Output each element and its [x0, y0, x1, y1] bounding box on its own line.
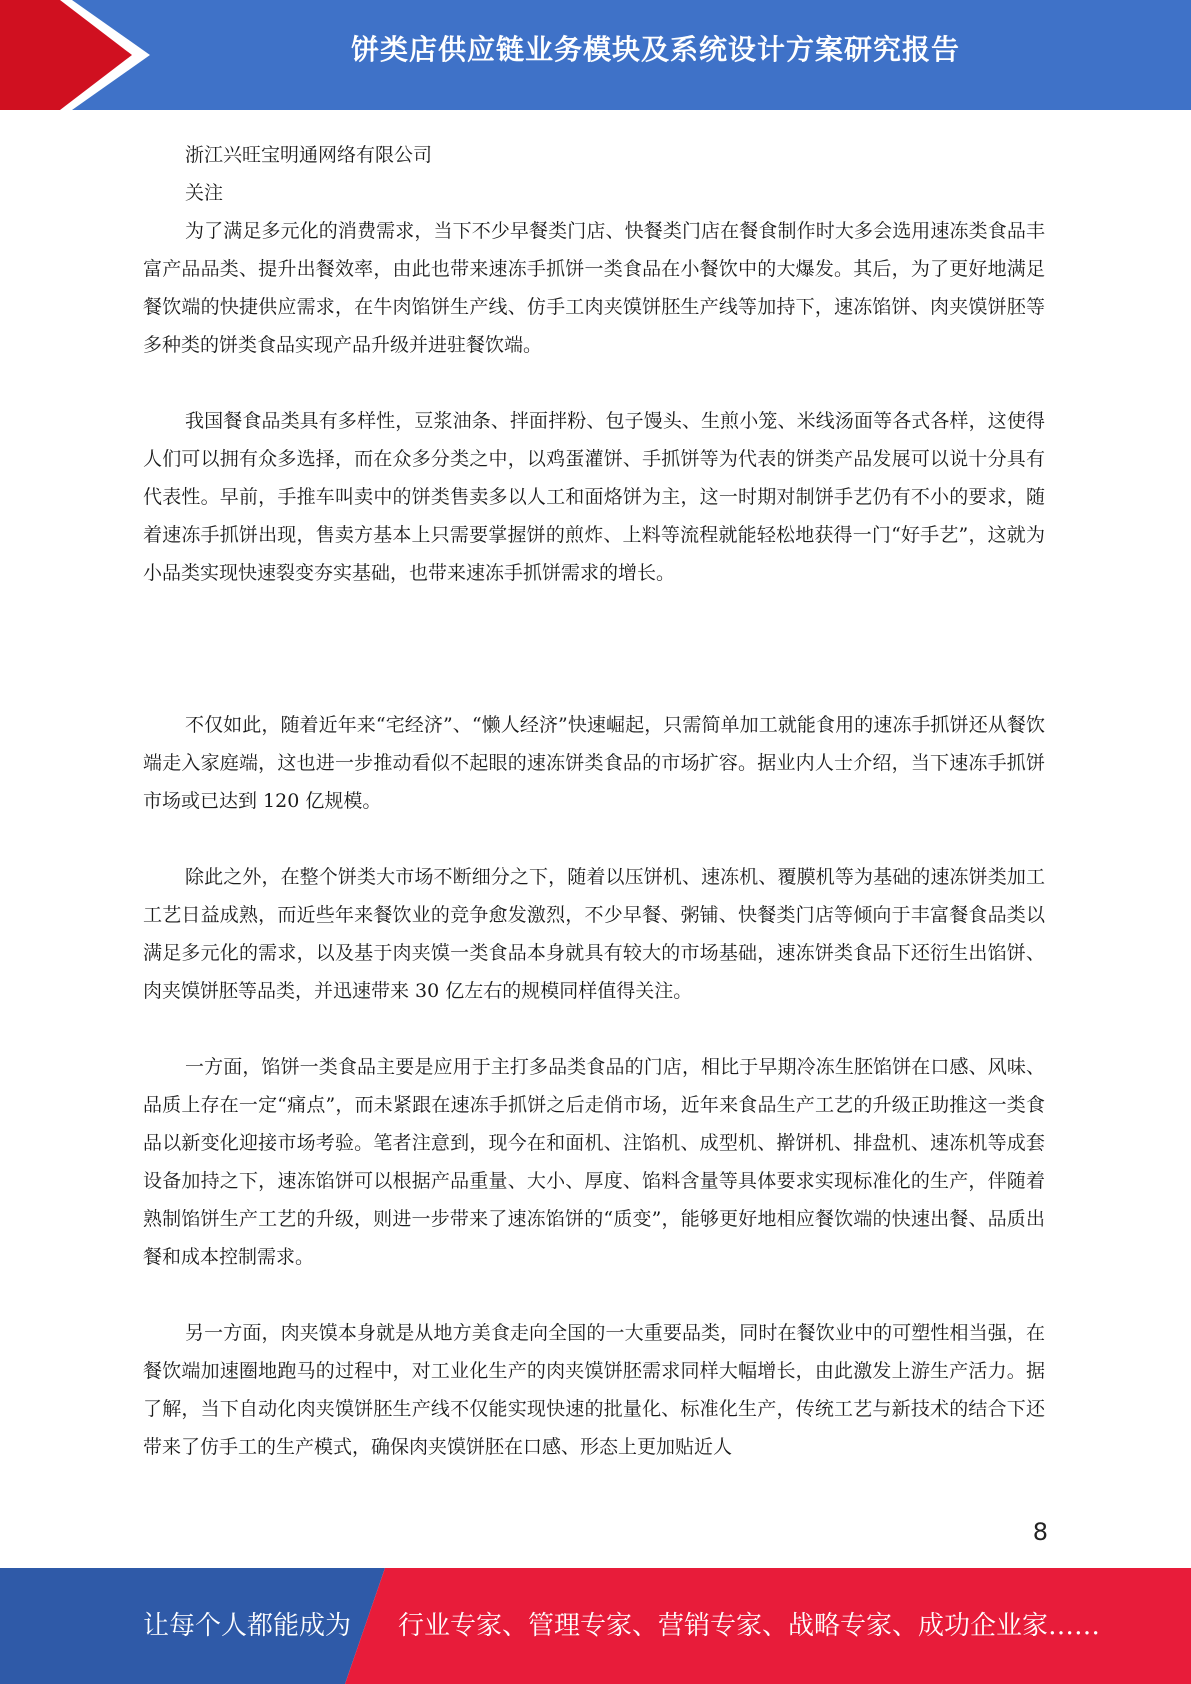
paragraph: 不仅如此，随着近年来“宅经济”、“懒人经济”快速崛起，只需简单加工就能食用的速冻手抓饼还从餐饮端走入家庭端，这也进一步推动看似不起眼的速冻饼类食品的市场扩容。据业内人士介绍，当下速冻手抓饼市场或已达到 120 亿规模。: [143, 714, 1045, 812]
paragraph: 为了满足多元化的消费需求，当下不少早餐类门店、快餐类门店在餐食制作时大多会选用速冻类食品丰富产品品类、提升出餐效率，由此也带来速冻手抓饼一类食品在小餐饮中的大爆发。其后，为了更好地满足餐饮端的快捷供应需求，在牛肉馅饼生产线、仿手工肉夹馍饼胚生产线等加持下，速冻馅饼、肉夹馍饼胚等多种类的饼类食品实现产品升级并进驻餐饮端。: [143, 220, 1045, 356]
company-name: 浙江兴旺宝明通网络有限公司: [185, 144, 433, 166]
footer-banner: [0, 1568, 1191, 1684]
report-title: 饼类店供应链业务模块及系统设计方案研究报告: [350, 33, 960, 66]
paragraph: 另一方面，肉夹馍本身就是从地方美食走向全国的一大重要品类，同时在餐饮业中的可塑性相当强，在餐饮端加速圈地跑马的过程中，对工业化生产的肉夹馍饼胚需求同样大幅增长，由此激发上游生产活力。据了解，当下自动化肉夹馍饼胚生产线不仅能实现快速的批量化、标准化生产，传统工艺与新技术的结合下还带来了仿手工的生产模式，确保肉夹馍饼胚在口感、形态上更加贴近人: [143, 1322, 1045, 1458]
paragraph: 我国餐食品类具有多样性，豆浆油条、拌面拌粉、包子馒头、生煎小笼、米线汤面等各式各样，这使得人们可以拥有众多选择，而在众多分类之中，以鸡蛋灌饼、手抓饼等为代表的饼类产品发展可以说十分具有代表性。早前，手推车叫卖中的饼类售卖多以人工和面烙饼为主，这一时期对制饼手艺仍有不小的要求，随着速冻手抓饼出现，售卖方基本上只需要掌握饼的煎炸、上料等流程就能轻松地获得一门“好手艺”，这就为小品类实现快速裂变夯实基础，也带来速冻手抓饼需求的增长。: [143, 410, 1045, 584]
paragraph-spacer: [143, 1276, 1045, 1314]
document-body: [143, 136, 1045, 1466]
paragraph-spacer: [143, 364, 1045, 402]
paragraph-spacer: [143, 1010, 1045, 1048]
paragraph: 除此之外，在整个饼类大市场不断细分之下，随着以压饼机、速冻机、覆膜机等为基础的速冻饼类加工工艺日益成熟，而近些年来餐饮业的竞争愈发激烈，不少早餐、粥铺、快餐类门店等倾向于丰富餐食品类以满足多元化的需求，以及基于肉夹馍一类食品本身就具有较大的市场基础，速冻饼类食品下还衍生出馅饼、肉夹馍饼胚等品类，并迅速带来 30 亿左右的规模同样值得关注。: [143, 866, 1045, 1002]
paragraph-spacer: [143, 592, 1045, 706]
paragraph-spacer: [143, 820, 1045, 858]
follow-link[interactable]: 关注: [185, 182, 224, 204]
red-chevron-icon: [0, 0, 150, 110]
footer-slogan-left: 让每个人都能成为: [143, 1611, 352, 1641]
page-number: 8: [1032, 1518, 1048, 1546]
footer-slogan-right: 行业专家、管理专家、营销专家、战略专家、成功企业家……: [398, 1611, 1101, 1641]
paragraph: 一方面，馅饼一类食品主要是应用于主打多品类食品的门店，相比于早期冷冻生胚馅饼在口感、风味、品质上存在一定“痛点”，而未紧跟在速冻手抓饼之后走俏市场，近年来食品生产工艺的升级正助推这一类食品以新变化迎接市场考验。笔者注意到，现今在和面机、注馅机、成型机、擀饼机、排盘机、速冻机等成套设备加持之下，速冻馅饼可以根据产品重量、大小、厚度、馅料含量等具体要求实现标准化的生产，伴随着熟制馅饼生产工艺的升级，则进一步带来了速冻馅饼的“质变”，能够更好地相应餐饮端的快速出餐、品质出餐和成本控制需求。: [143, 1056, 1045, 1268]
header-bar: [0, 0, 1191, 110]
